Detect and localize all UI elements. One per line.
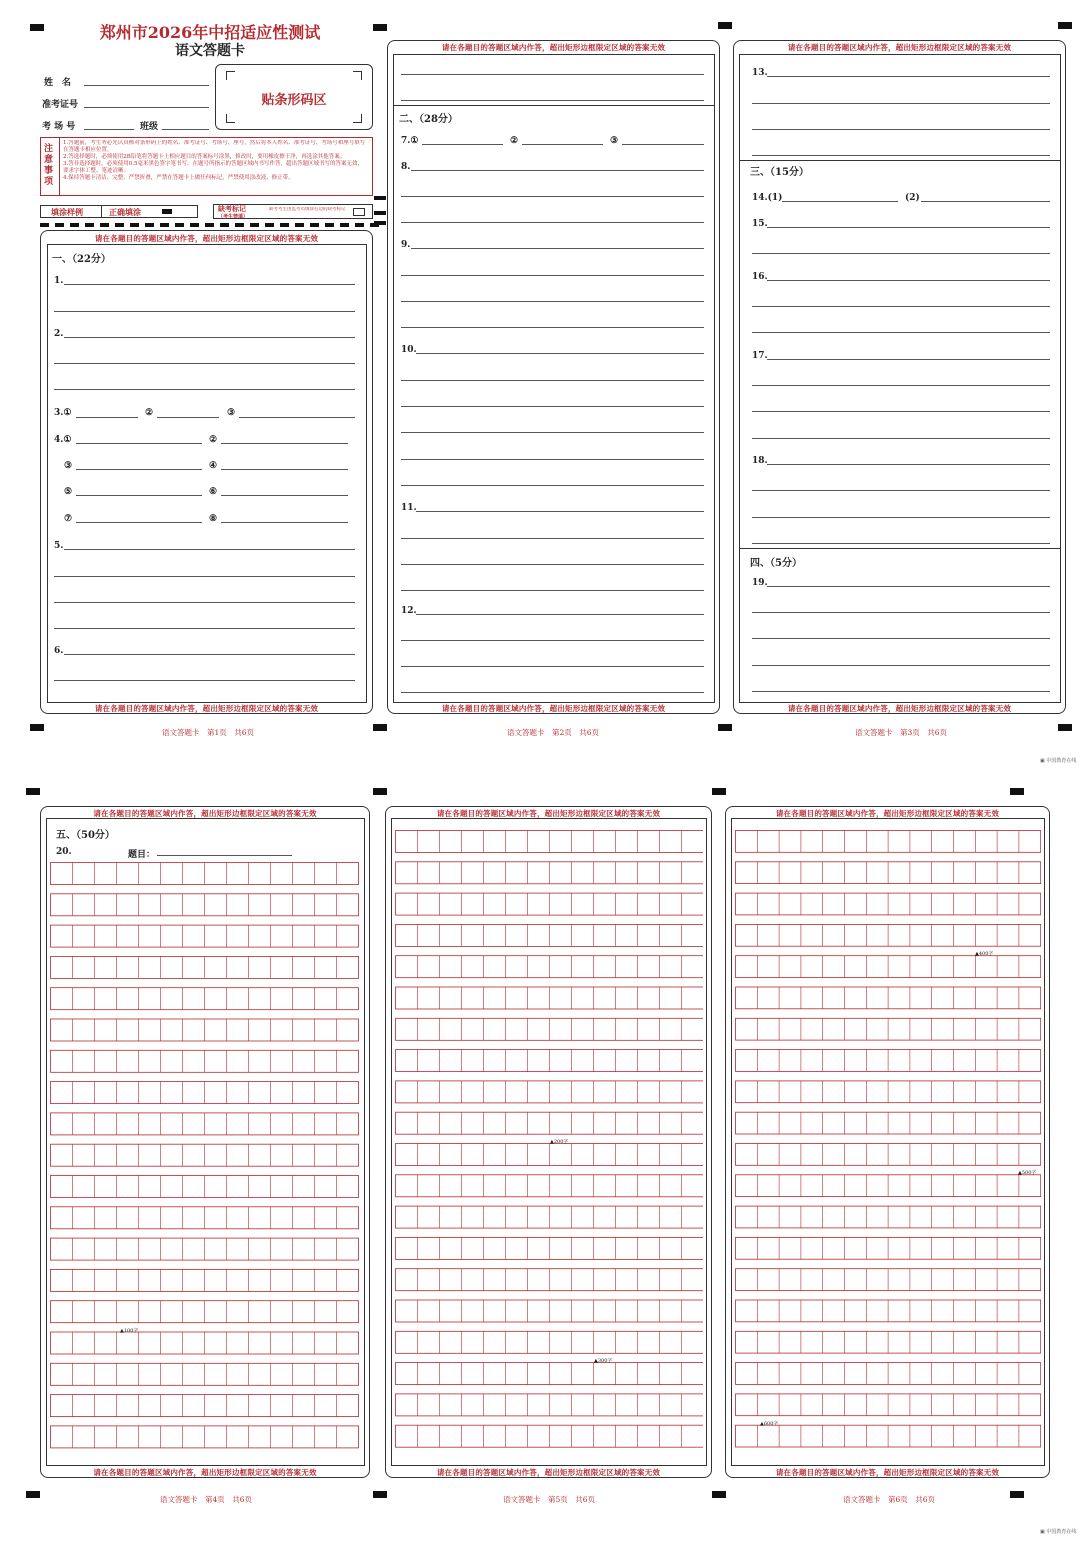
footer-p3: 语文答题卡 第3页 共6页 bbox=[855, 728, 948, 737]
q13-line[interactable] bbox=[752, 155, 1050, 156]
timing-mark bbox=[1010, 1491, 1024, 1498]
q3-line[interactable] bbox=[239, 417, 355, 418]
section-3-heading: 三、（15分） bbox=[750, 167, 809, 178]
barcode-label: 贴条形码区 bbox=[261, 93, 327, 108]
corner-mark bbox=[226, 71, 235, 80]
q4-label: 4.① bbox=[54, 435, 72, 445]
answer-area-p1 bbox=[47, 244, 367, 703]
banner-bottom-p1: 请在各题目的答题区域内作答，超出矩形边框限定区域的答案无效 bbox=[94, 704, 319, 713]
q10-line[interactable] bbox=[401, 406, 704, 407]
timing-mark bbox=[1058, 724, 1072, 731]
section-4-heading: 四、（5分） bbox=[750, 558, 802, 569]
q4-line[interactable] bbox=[221, 443, 348, 444]
q13-line[interactable] bbox=[767, 76, 1050, 77]
q5-line[interactable] bbox=[54, 602, 355, 603]
q8-line[interactable] bbox=[411, 170, 704, 171]
q12-line[interactable] bbox=[401, 640, 704, 641]
q12-label: 12. bbox=[401, 606, 417, 616]
corner-mark bbox=[353, 71, 362, 80]
q3-line[interactable] bbox=[76, 417, 138, 418]
q18-line[interactable] bbox=[767, 464, 1050, 465]
q7-line[interactable] bbox=[622, 144, 704, 145]
q2-line[interactable] bbox=[54, 363, 355, 364]
essay-title-field[interactable] bbox=[157, 855, 292, 856]
fill-sample-box bbox=[40, 205, 198, 218]
q10-line[interactable] bbox=[401, 432, 704, 433]
section-separator bbox=[739, 160, 1061, 161]
answer-area-p2 bbox=[393, 54, 715, 703]
q5-line[interactable] bbox=[54, 628, 355, 629]
q18-line[interactable] bbox=[752, 517, 1050, 518]
correct-fill-label: 正确填涂 bbox=[109, 207, 141, 217]
notice-label: 注意事项 bbox=[44, 144, 54, 187]
timing-mark bbox=[373, 788, 387, 795]
absent-label-text: 缺考标记 bbox=[218, 204, 246, 213]
timing-mark bbox=[718, 724, 732, 731]
section-2-heading: 二、（28分） bbox=[399, 114, 458, 125]
q18-line[interactable] bbox=[752, 490, 1050, 491]
q18-label: 18. bbox=[752, 456, 768, 466]
q8-line[interactable] bbox=[401, 196, 704, 197]
q7c-label: ③ bbox=[610, 136, 619, 146]
timing-mark bbox=[374, 221, 386, 225]
q1-label: 1. bbox=[54, 276, 64, 286]
q16-line[interactable] bbox=[767, 280, 1050, 281]
banner-bottom-p6: 请在各题目的答题区域内作答，超出矩形边框限定区域的答案无效 bbox=[775, 1468, 1000, 1477]
q1-line[interactable] bbox=[54, 311, 355, 312]
q7-label: 7.① bbox=[401, 136, 419, 146]
exam-title: 郑州市2026年中招适应性测试 bbox=[99, 23, 321, 42]
absent-desc: 缺考考生由监考员填涂右边的缺考标记 bbox=[269, 207, 346, 212]
q19-line[interactable] bbox=[752, 665, 1050, 666]
q11-label: 11. bbox=[401, 503, 417, 513]
q11-line[interactable] bbox=[416, 511, 704, 512]
notice-item: 3.答非选择题时，必须使用0.5毫米黑色签字笔书写，在题号所指示的答题区域内书写作答，超出答题区域书写的答案无效，要求字体工整、笔迹清晰。 bbox=[63, 161, 363, 174]
q20-title-label: 题目： bbox=[128, 850, 156, 860]
timing-mark bbox=[718, 22, 732, 29]
q19-line[interactable] bbox=[752, 638, 1050, 639]
q12-line[interactable] bbox=[416, 614, 704, 615]
logo-text: 中国教育在线 bbox=[1046, 758, 1077, 764]
q4d-label: ④ bbox=[209, 461, 218, 471]
q6-cont-line[interactable] bbox=[401, 100, 704, 101]
q12-line[interactable] bbox=[401, 666, 704, 667]
timing-strip bbox=[40, 223, 380, 227]
name-field[interactable] bbox=[84, 85, 209, 86]
q4-line[interactable] bbox=[76, 443, 202, 444]
q9-line[interactable] bbox=[401, 301, 704, 302]
logo-top: ▣ 中国教育在线 bbox=[1040, 758, 1077, 764]
q17-label: 17. bbox=[752, 351, 768, 361]
q17-line[interactable] bbox=[767, 359, 1050, 360]
banner-bottom-p4: 请在各题目的答题区域内作答，超出矩形边框限定区域的答案无效 bbox=[93, 1468, 317, 1477]
q4-line[interactable] bbox=[221, 495, 348, 496]
notice-item: 4.保持答题卡清洁、完整，严禁折叠，严禁在答题卡上做任何标记，严禁使用涂改液、修正带。 bbox=[63, 175, 294, 181]
banner-top-p6: 请在各题目的答题区域内作答，超出矩形边框限定区域的答案无效 bbox=[775, 809, 1000, 818]
q4-line[interactable] bbox=[76, 469, 202, 470]
footer-p6: 语文答题卡 第6页 共6页 bbox=[843, 1495, 936, 1504]
word-count-mark: ▲400字 bbox=[975, 951, 994, 957]
essay-grid-p6[interactable] bbox=[735, 830, 1041, 1458]
essay-grid-p4[interactable] bbox=[50, 862, 362, 1458]
q13-line[interactable] bbox=[752, 103, 1050, 104]
banner-bottom-p2: 请在各题目的答题区域内作答，超出矩形边框限定区域的答案无效 bbox=[441, 704, 666, 713]
q7-line[interactable] bbox=[422, 144, 503, 145]
q16-label: 16. bbox=[752, 272, 768, 282]
q6-label: 6. bbox=[54, 646, 64, 656]
word-count-mark: ▲300字 bbox=[594, 1358, 613, 1364]
class-label: 班级 bbox=[140, 122, 159, 132]
q11-line[interactable] bbox=[401, 564, 704, 565]
q5-label: 5. bbox=[54, 541, 64, 551]
banner-top-p4: 请在各题目的答题区域内作答，超出矩形边框限定区域的答案无效 bbox=[93, 809, 317, 818]
timing-mark bbox=[1010, 788, 1024, 795]
section-separator bbox=[739, 548, 1061, 549]
q11-line[interactable] bbox=[401, 590, 704, 591]
q2-line[interactable] bbox=[64, 337, 355, 338]
q10-line[interactable] bbox=[401, 459, 704, 460]
q4-line[interactable] bbox=[76, 495, 202, 496]
q14-label: 14.(1) bbox=[752, 193, 783, 203]
banner-top-p3: 请在各题目的答题区域内作答，超出矩形边框限定区域的答案无效 bbox=[787, 43, 1012, 52]
q4g-label: ⑦ bbox=[64, 514, 73, 524]
q4-line[interactable] bbox=[221, 522, 348, 523]
q10-line[interactable] bbox=[401, 380, 704, 381]
q3-line[interactable] bbox=[157, 417, 219, 418]
timing-mark bbox=[1058, 22, 1072, 29]
barcode-area[interactable] bbox=[215, 64, 373, 130]
absent-label bbox=[218, 205, 248, 221]
filled-sample bbox=[162, 209, 172, 214]
q6-line[interactable] bbox=[64, 654, 355, 655]
q12-line[interactable] bbox=[401, 692, 704, 693]
q14-line[interactable] bbox=[921, 201, 1050, 202]
banner-top-p5: 请在各题目的答题区域内作答，超出矩形边框限定区域的答案无效 bbox=[436, 809, 661, 818]
q4b-label: ② bbox=[209, 435, 218, 445]
q16-line[interactable] bbox=[752, 332, 1050, 333]
word-count-mark: ▲500字 bbox=[1018, 1170, 1037, 1176]
absent-box bbox=[213, 204, 373, 219]
word-count-mark: ▲100字 bbox=[120, 1328, 139, 1334]
q4h-label: ⑧ bbox=[209, 514, 218, 524]
timing-mark bbox=[374, 196, 386, 200]
q19-line[interactable] bbox=[752, 612, 1050, 613]
q17-line[interactable] bbox=[752, 385, 1050, 386]
q17-line[interactable] bbox=[752, 411, 1050, 412]
corner-mark bbox=[353, 114, 362, 123]
q4e-label: ⑤ bbox=[64, 487, 73, 497]
q14-line[interactable] bbox=[782, 201, 898, 202]
q18-line[interactable] bbox=[752, 543, 1050, 544]
q3c-label: ③ bbox=[227, 408, 236, 418]
banner-top-p2: 请在各题目的答题区域内作答，超出矩形边框限定区域的答案无效 bbox=[441, 43, 666, 52]
q9-label: 9. bbox=[401, 240, 411, 250]
q19-line[interactable] bbox=[752, 691, 1050, 692]
q1-line[interactable] bbox=[64, 284, 355, 285]
q2-line[interactable] bbox=[54, 389, 355, 390]
notice-item: 2.答选择题时，必须使用2B铅笔将答题卡上相应题目的答案标号涂黑，修改时，要用橡皮擦干净，再选涂其他答案。 bbox=[63, 154, 346, 160]
footer-p4: 语文答题卡 第4页 共6页 bbox=[160, 1495, 253, 1504]
q10-line[interactable] bbox=[416, 353, 704, 354]
absent-sub: （考生禁填） bbox=[218, 214, 249, 220]
footer-p1: 语文答题卡 第1页 共6页 bbox=[162, 728, 255, 737]
notice-items bbox=[63, 140, 368, 194]
corner-mark bbox=[226, 114, 235, 123]
room-field[interactable] bbox=[84, 129, 134, 130]
q17-line[interactable] bbox=[752, 438, 1050, 439]
q13-line[interactable] bbox=[752, 129, 1050, 130]
q3-label: 3.① bbox=[54, 408, 72, 418]
q5-line[interactable] bbox=[64, 549, 355, 550]
notice-box bbox=[40, 137, 373, 196]
q7-line[interactable] bbox=[522, 144, 603, 145]
timing-mark bbox=[26, 1491, 40, 1498]
timing-mark bbox=[712, 788, 726, 795]
logo-bottom: ▣ 中国教育在线 bbox=[1040, 1529, 1077, 1535]
timing-mark bbox=[26, 788, 40, 795]
timing-mark bbox=[374, 211, 386, 215]
footer-p5: 语文答题卡 第5页 共6页 bbox=[503, 1495, 596, 1504]
banner-bottom-p5: 请在各题目的答题区域内作答，超出矩形边框限定区域的答案无效 bbox=[436, 1468, 661, 1477]
q13-label: 13. bbox=[752, 68, 768, 78]
fill-sample-label: 填涂样例 bbox=[51, 207, 83, 217]
q10-line[interactable] bbox=[401, 485, 704, 486]
q9-line[interactable] bbox=[401, 275, 704, 276]
q8-label: 8. bbox=[401, 162, 411, 172]
notice-item: 1.答题前，考生务必先认真核对条形码上的姓名、准考证号、考场号、座号，然后将本人姓名、准考证号、考场号和座号填写在答题卡相应位置。 bbox=[63, 140, 366, 153]
absent-checkbox[interactable] bbox=[353, 208, 365, 216]
q4-line[interactable] bbox=[221, 469, 348, 470]
exam-no-label: 准考证号 bbox=[42, 100, 79, 110]
logo-text: 中国教育在线 bbox=[1046, 1529, 1077, 1535]
section-separator bbox=[393, 105, 715, 106]
exam-subtitle: 语文答题卡 bbox=[175, 43, 245, 59]
timing-mark bbox=[373, 724, 387, 731]
q16-line[interactable] bbox=[752, 306, 1050, 307]
banner-bottom-p3: 请在各题目的答题区域内作答，超出矩形边框限定区域的答案无效 bbox=[787, 704, 1012, 713]
section-5-heading: 五、（50分） bbox=[56, 830, 115, 841]
q11-line[interactable] bbox=[401, 538, 704, 539]
q6-cont-line[interactable] bbox=[401, 74, 704, 75]
class-field[interactable] bbox=[162, 129, 209, 130]
q5-line[interactable] bbox=[54, 576, 355, 577]
timing-mark bbox=[373, 1491, 387, 1498]
q19-label: 19. bbox=[752, 578, 768, 588]
room-label: 考 场 号 bbox=[42, 122, 76, 132]
timing-mark bbox=[30, 724, 44, 731]
essay-grid-p5[interactable] bbox=[395, 830, 703, 1458]
q15-line[interactable] bbox=[752, 253, 1050, 254]
q9-line[interactable] bbox=[401, 327, 704, 328]
q15-label: 15. bbox=[752, 219, 768, 229]
q6-line[interactable] bbox=[54, 680, 355, 681]
q3b-label: ② bbox=[145, 408, 154, 418]
q9-line[interactable] bbox=[411, 248, 704, 249]
q15-line[interactable] bbox=[767, 227, 1050, 228]
q8-line[interactable] bbox=[401, 222, 704, 223]
q4f-label: ⑥ bbox=[209, 487, 218, 497]
q4c-label: ③ bbox=[64, 461, 73, 471]
banner-top-p1: 请在各题目的答题区域内作答，超出矩形边框限定区域的答案无效 bbox=[94, 234, 319, 243]
answer-area-p3 bbox=[739, 54, 1061, 703]
timing-mark bbox=[712, 1491, 726, 1498]
q4-line[interactable] bbox=[76, 522, 202, 523]
q20-label: 20. bbox=[56, 847, 72, 857]
footer-p2: 语文答题卡 第2页 共6页 bbox=[507, 728, 600, 737]
exam-no-field[interactable] bbox=[84, 107, 209, 108]
q14b-label: (2) bbox=[905, 193, 920, 203]
section-1-heading: 一、（22分） bbox=[52, 254, 111, 265]
word-count-mark: ▲600字 bbox=[760, 1421, 779, 1427]
q19-line[interactable] bbox=[767, 586, 1050, 587]
name-label: 姓 名 bbox=[44, 78, 72, 88]
q7b-label: ② bbox=[510, 136, 519, 146]
word-count-mark: ▲200字 bbox=[550, 1139, 569, 1145]
q2-label: 2. bbox=[54, 329, 64, 339]
q10-label: 10. bbox=[401, 345, 417, 355]
